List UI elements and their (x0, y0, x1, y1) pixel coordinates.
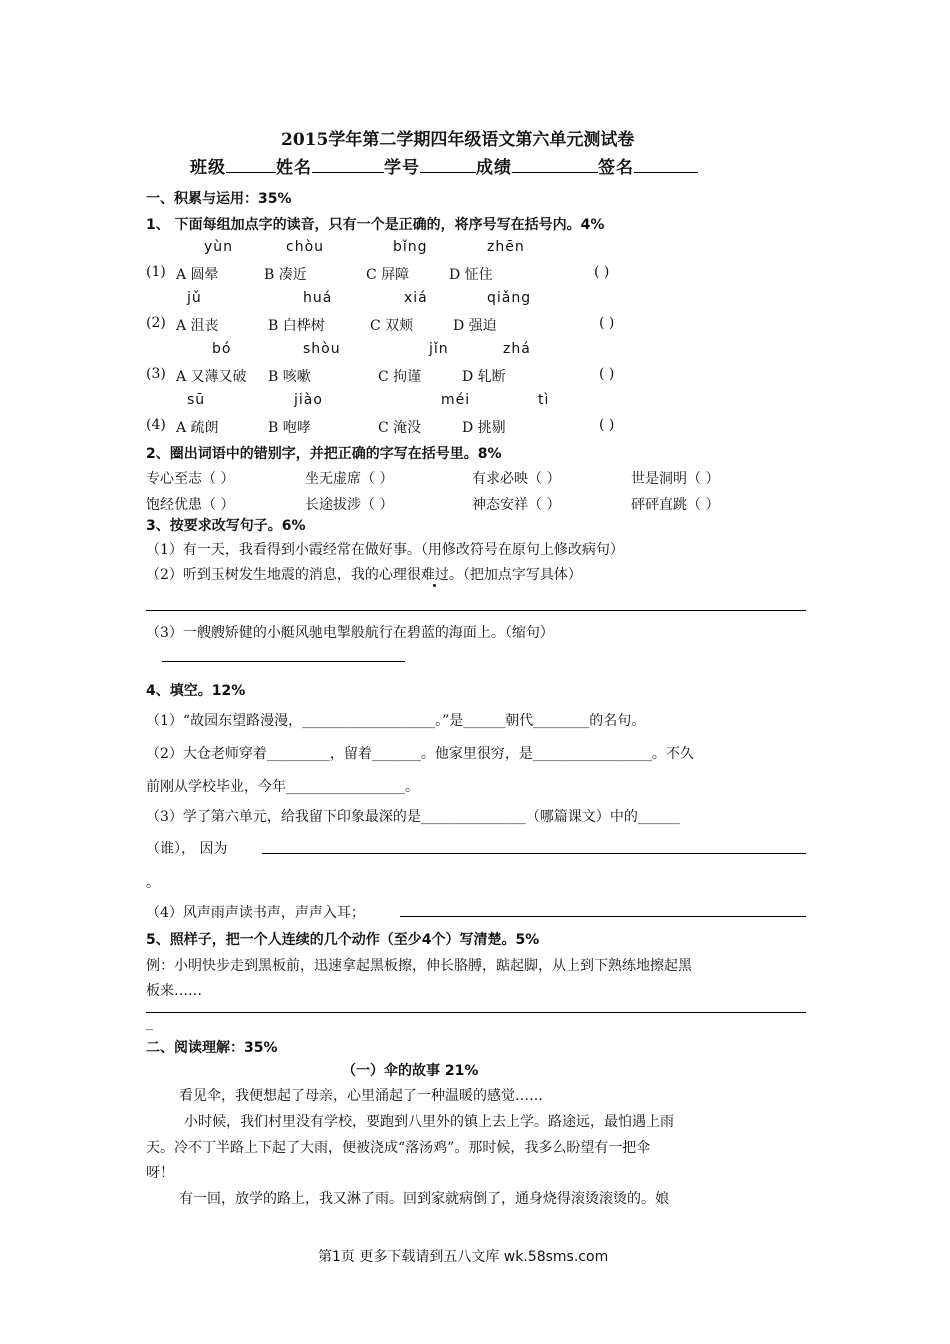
story-paragraph-3: 有一回，放学的路上，我又淋了雨。回到家就病倒了，通身烧得滚烫滚烫的。娘 (179, 1191, 669, 1207)
pinyin: huá (303, 290, 333, 306)
q2-item[interactable]: 坐无虚席（ ） (305, 471, 394, 487)
pinyin: tì (538, 392, 550, 408)
option-a: A 圆晕 (176, 267, 219, 283)
option-a: A 疏朗 (176, 420, 219, 436)
pinyin: sū (187, 392, 206, 408)
q2-item[interactable]: 长途拔涉（ ） (305, 497, 394, 513)
sign-blank[interactable] (634, 172, 698, 173)
name-blank[interactable] (312, 172, 384, 173)
sign-label: 签名 (598, 158, 634, 178)
q2-item[interactable]: 饱经优患（ ） (146, 497, 235, 513)
q4-prompt: 4、填空。12% (146, 683, 246, 699)
q3-sentence-3: （3）一艘艘矫健的小艇风驰电掣般航行在碧蓝的海面上。（缩句） (146, 625, 554, 641)
q5-example-2: 板来…… (146, 983, 202, 999)
option-a: A 又薄又破 (176, 369, 247, 385)
pinyin: zhá (503, 341, 531, 357)
story-paragraph-2: 小时候，我们村里没有学校，要跑到八里外的镇上去上学。路途远，最怕遇上雨 (184, 1114, 674, 1130)
text: （2）听到玉树发生地震的消息，我的心理很 (146, 567, 421, 583)
pinyin: chòu (286, 239, 325, 255)
header-fields (190, 153, 698, 178)
option-d: D 轧断 (462, 369, 506, 385)
answer-line[interactable] (146, 610, 806, 611)
name-label: 姓名 (276, 158, 312, 178)
option-b: B 咳嗽 (268, 369, 311, 385)
q5-tail: _ (146, 1015, 153, 1031)
answer-paren[interactable]: ( ) (599, 366, 615, 382)
page-footer: 第1页 更多下载请到五八文库 wk.58sms.com (318, 1249, 609, 1265)
pinyin: jiào (294, 392, 323, 408)
option-c: C 双颊 (370, 318, 414, 334)
pinyin: qiǎng (487, 290, 532, 306)
answer-line[interactable] (162, 661, 405, 662)
option-a: A 沮丧 (176, 318, 219, 334)
option-d: D 强迫 (453, 318, 497, 334)
option-b: B 凑近 (264, 267, 307, 283)
answer-line[interactable] (262, 853, 806, 854)
q1-prompt: 1、 下面每组加点字的读音，只有一个是正确的，将序号写在括号内。4% (146, 217, 605, 233)
dotted-word: 难过 (420, 567, 449, 583)
q2-item[interactable]: 神态安祥（ ） (472, 497, 561, 513)
answer-line[interactable] (146, 1012, 806, 1013)
q5-prompt: 5、照样子，把一个人连续的几个动作（至少4个）写清楚。5% (146, 932, 540, 948)
option-c: C 拘谨 (378, 369, 422, 385)
pinyin: méi (441, 392, 471, 408)
number-label: 学号 (384, 158, 420, 178)
q2-item[interactable]: 世是洞明（ ） (631, 471, 720, 487)
story-title: （一）伞的故事 21% (342, 1063, 479, 1079)
answer-paren[interactable]: ( ) (599, 315, 615, 331)
score-blank[interactable] (512, 172, 598, 173)
answer-paren[interactable]: ( ) (599, 417, 615, 433)
option-c: C 屏障 (366, 267, 410, 283)
pinyin: zhēn (487, 239, 525, 255)
q4-line-3: 前刚从学校毕业，今年_________________。 (146, 779, 419, 795)
q3-sentence-1: （1）有一天，我看得到小霞经常在做好事。（用修改符号在原句上修改病句） (146, 542, 624, 558)
group-label: (1) (146, 264, 166, 280)
option-b: B 白桦树 (268, 318, 325, 334)
option-d: D 挑剔 (462, 420, 506, 436)
number-blank[interactable] (420, 172, 476, 173)
class-blank[interactable] (226, 172, 276, 173)
text: 。（把加点字写具体） (448, 567, 582, 583)
q3-prompt: 3、按要求改写句子。6% (146, 518, 306, 534)
group-label: (3) (146, 366, 166, 382)
score-label: 成绩 (476, 158, 512, 178)
q4-line-4: （3）学了第六单元，给我留下印象最深的是_______________（哪篇课文）中的______ (146, 809, 680, 825)
option-d: D 怔住 (449, 267, 493, 283)
pinyin: xiá (404, 290, 428, 306)
pinyin: shòu (303, 341, 341, 357)
group-label: (2) (146, 315, 166, 331)
q2-prompt: 2、圈出词语中的错别字，并把正确的字写在括号里。8% (146, 446, 502, 462)
class-label: 班级 (190, 158, 226, 178)
q2-item[interactable]: 有求必映（ ） (472, 471, 561, 487)
story-paragraph-2: 天。冷不丁半路上下起了大雨，便被浇成“落汤鸡”。那时候，我多么盼望有一把伞 (146, 1140, 651, 1156)
q2-item[interactable]: 专心至志（ ） (146, 471, 235, 487)
pinyin: bǐng (393, 239, 428, 255)
part2-heading: 二、阅读理解：35% (146, 1040, 278, 1056)
option-b: B 咆哮 (268, 420, 311, 436)
story-paragraph-1: 看见伞，我便想起了母亲，心里涌起了一种温暖的感觉…… (179, 1088, 543, 1104)
pinyin: yùn (204, 239, 234, 255)
q5-example-1: 例：小明快步走到黑板前，迅速拿起黑板擦，伸长胳膊，踮起脚，从上到下熟练地擦起黑 (146, 958, 692, 974)
pinyin: jǐn (429, 341, 449, 357)
pinyin: jǔ (187, 290, 202, 306)
option-c: C 淹没 (378, 420, 422, 436)
group-label: (4) (146, 417, 166, 433)
part1-heading: 一、积累与运用：35% (146, 191, 292, 207)
page-title: 2015学年第二学期四年级语文第六单元测试卷 (281, 130, 635, 150)
q4-line-5: （谁）， 因为 (146, 841, 228, 857)
answer-line[interactable] (400, 916, 806, 917)
q4-line-2: （2）大仓老师穿着_________，留着_______。他家里很穷，是_________________。不久 (146, 746, 694, 762)
story-paragraph-2: 呀！ (146, 1165, 174, 1181)
q3-sentence-2 (146, 564, 582, 584)
q4-line-1: （1）“故园东望路漫漫，___________________。”是______朝代________的名句。 (146, 713, 646, 729)
answer-paren[interactable]: ( ) (594, 264, 610, 280)
q2-item[interactable]: 砰砰直跳（ ） (631, 497, 720, 513)
pinyin: bó (212, 341, 232, 357)
q4-line-6: 。 (146, 875, 160, 891)
q4-line-7: （4）风声雨声读书声，声声入耳； (146, 905, 365, 921)
